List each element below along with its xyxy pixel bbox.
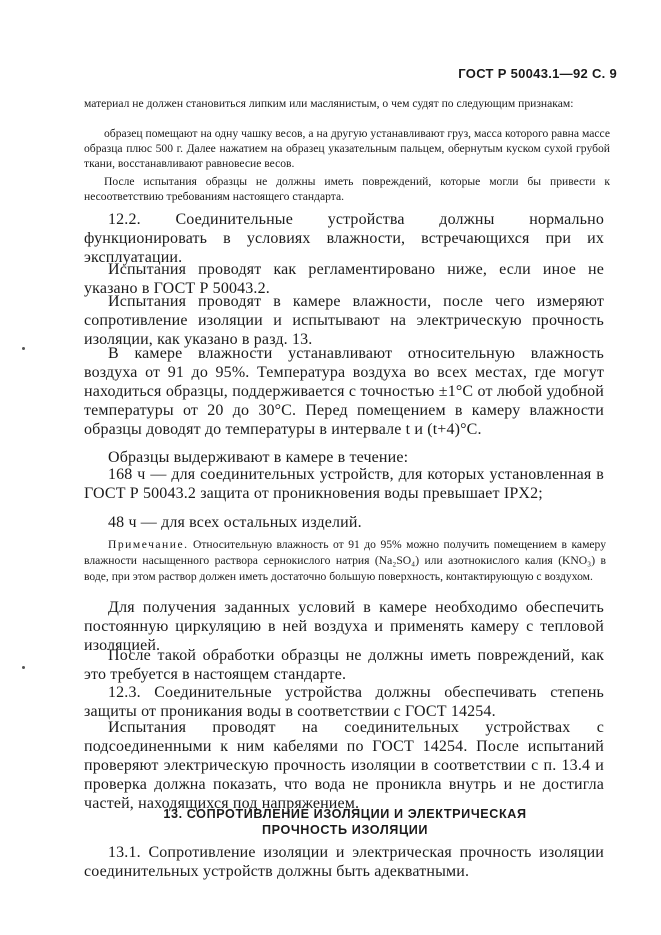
paragraph-air-circulation: Для получения заданных условий в камере необходимо обеспечить постоянную циркуляцию в ней воздуха и применять камеру с тепловой изоляцией.: [84, 599, 604, 654]
clause-12-2-test-reference: Испытания проводят как регламентировано ниже, если иное не указано в ГОСТ Р 50043.2.: [84, 261, 604, 297]
paragraph-sticky-condition: материал не должен становиться липким или маслянистым, о чем судят по следующим признакам:: [84, 97, 574, 110]
note-text: Относительную влажность от 91 до 95% можно получить помещением в камеру влажности насыщенного раствора сернокислого натрия (Na₂SO₄) или азотнокислого калия (KNO₃) в воде, при этом раствор должен иметь достаточно большую поверхность, контактирующую с воздухом.: [84, 538, 606, 583]
section-13-title-line2: ПРОЧНОСТЬ ИЗОЛЯЦИИ: [261, 823, 429, 837]
note-label: Примечание.: [108, 538, 189, 551]
paragraph-after-treatment: После такой обработки образцы не должны иметь повреждений, как это требуется в настоящем стандарте.: [84, 647, 604, 683]
clause-12-3-heading: 12.3. Соединительные устройства должны обеспечивать степень защиты от проникания воды в соответствии с ГОСТ 14254.: [84, 684, 604, 720]
clause-13-1: 13.1. Сопротивление изоляции и электрическая прочность изоляции соединительных устройств должны быть адекватными.: [84, 844, 604, 880]
clause-12-2-duration-48h: 48 ч — для всех остальных изделий.: [108, 514, 362, 531]
section-13-title-line1: 13. СОПРОТИВЛЕНИЕ ИЗОЛЯЦИИ И ЭЛЕКТРИЧЕСКАЯ: [163, 807, 527, 821]
clause-12-2-humidity-chamber: Испытания проводят в камере влажности, после чего измеряют сопротивление изоляции и испытывают на электрическую прочность изоляции, как указано в разд. 13.: [84, 293, 604, 348]
clause-12-2-heading: 12.2. Соединительные устройства должны нормально функционировать в условиях влажности, встречающихся при их эксплуатации.: [84, 211, 604, 266]
clause-12-2-duration-168h: 168 ч — для соединительных устройств, для которых установленная в ГОСТ Р 50043.2 защита от проникновения воды превышает IPX2;: [84, 466, 604, 502]
scan-speck: [22, 666, 25, 669]
paragraph-weighing-method: образец помещают на одну чашку весов, а на другую устанавливают груз, масса которого равна массе образца плюс 500 г. Далее нажатием на образец указательным пальцем, обернутым куском сухой грубой ткани, восстанавливают равновесие весов.: [84, 127, 610, 170]
clause-12-3-test: Испытания проводят на соединительных устройствах с подсоединенными к ним кабелями по ГОСТ 14254. После испытаний проверяют электрическую прочность изоляции в соответствии с п. 13.4 и проверка должна показать, что вода не проникла внутрь и не достигла частей, находящихся под напряжением.: [84, 719, 604, 812]
note-block: [84, 537, 606, 585]
scan-speck: [22, 347, 25, 350]
clause-12-2-duration-intro: Образцы выдерживают в камере в течение:: [108, 449, 409, 466]
clause-12-2-conditions: В камере влажности устанавливают относительную влажность воздуха от 91 до 95%. Температура воздуха во всех местах, где могут находиться образцы, поддерживается с точностью ±1°С от любой удобной температуры от 20 до 30°С. Перед помещением в камеру влажности образцы доводят до температуры в интервале t и (t+4)°С.: [84, 345, 604, 438]
running-header: ГОСТ Р 50043.1—92 С. 9: [458, 66, 617, 81]
paragraph-no-damage: После испытания образцы не должны иметь повреждений, которые могли бы привести к несоответствию требованиям настоящего стандарта.: [84, 175, 610, 203]
